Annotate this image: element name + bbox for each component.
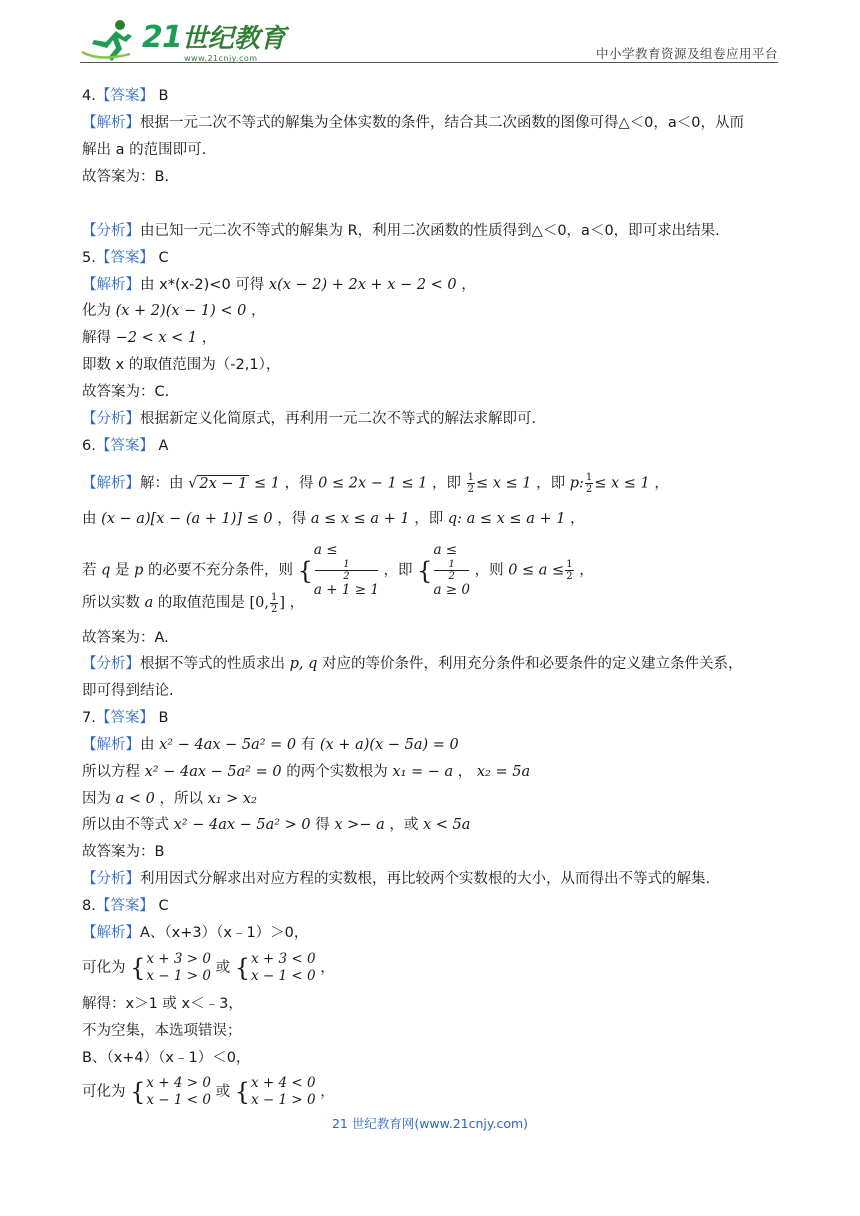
math-expr: 0 ≤ 2x − 1 ≤ 1	[318, 475, 428, 492]
comment-tag: 【分析】	[82, 871, 140, 887]
math-expr: ≤ 1	[249, 475, 280, 492]
analysis-tag: 【解析】	[82, 737, 140, 753]
text: 解得	[82, 330, 111, 346]
runner-logo-icon	[80, 18, 140, 64]
q8-line-6	[82, 1074, 335, 1110]
text: ，	[654, 475, 669, 492]
logo-number: 21	[142, 20, 182, 55]
math-expr: ≤ x ≤ 1	[594, 475, 650, 492]
text: 或	[215, 1084, 231, 1100]
answer-tag: 【答案】	[95, 438, 154, 454]
text: ，	[320, 1084, 335, 1100]
text: ，得	[284, 475, 314, 492]
q5-line-4: 即数 x 的取值范围为（-2,1），	[82, 357, 281, 373]
frac-num: 1	[566, 559, 573, 570]
q8-line-3: 解得：x＞1 或 x＜﹣3，	[82, 996, 243, 1012]
question-number: 7.	[82, 710, 96, 726]
q8-line-5: B、（x+4）（x﹣1）＜0，	[82, 1050, 251, 1066]
text: ，则	[474, 562, 504, 579]
analysis-text: 根据一元二次不等式的解集为全体实数的条件，结合其二次函数的图像可得△＜0，a＜0，从而	[140, 115, 744, 131]
frac-den: 2	[270, 603, 278, 615]
math-expr: a ≤ x ≤ a + 1	[310, 511, 410, 527]
sqrt-expr: √ 2x − 1	[188, 475, 248, 492]
frac-den: 2	[448, 571, 455, 582]
sys-top: x + 4 < 0	[250, 1075, 316, 1091]
q6-answer-line	[82, 436, 168, 456]
analysis-tag: 【解析】	[82, 925, 140, 941]
frac-den: 2	[585, 484, 593, 495]
q6-line-1	[82, 472, 669, 495]
text: 的必要不充分条件，则	[148, 562, 294, 579]
frac-num: 1	[270, 591, 278, 603]
fraction-half	[315, 559, 378, 582]
comment-text: 对应的等价条件，利用充分条件和必要条件的定义建立条件关系，	[322, 656, 743, 672]
text: ，	[461, 277, 476, 293]
sys-bottom: x − 1 > 0	[146, 968, 211, 984]
sys-top-text: a ≤	[433, 542, 458, 558]
text: ，即	[414, 511, 444, 527]
comment-tag: 【分析】	[82, 411, 140, 427]
q6-line-2	[82, 509, 585, 529]
math-expr: q: a ≤ x ≤ a + 1	[447, 511, 566, 527]
inequality-system	[251, 951, 316, 985]
sys-top: x + 3 > 0	[146, 951, 211, 967]
header-divider	[80, 62, 778, 63]
text: A、（x+3）（x﹣1）＞0，	[140, 925, 309, 941]
sqrt-radicand: 2x − 1	[199, 475, 248, 492]
sys-top	[433, 542, 470, 582]
math-expr: p, q	[289, 656, 318, 672]
left-brace: {	[417, 556, 433, 585]
q5-line-3	[82, 328, 216, 348]
text: 由 x*(x-2)<0 可得	[140, 277, 265, 293]
math-expr: x < 5a	[422, 817, 471, 833]
text: 所以由不等式	[82, 817, 169, 833]
q6-line-4	[82, 590, 304, 616]
math-expr: x >− a	[334, 817, 385, 833]
q7-line-3	[82, 789, 257, 809]
math-expr: x² − 4ax − 5a² = 0	[144, 764, 282, 780]
q4-comment-line	[82, 221, 720, 241]
text: ，所以	[159, 791, 203, 807]
math-expr: x₁ > x₂	[207, 791, 257, 807]
text: 的取值范围是	[157, 595, 245, 611]
q7-answer-line	[82, 708, 168, 728]
sys-bottom: x − 1 > 0	[250, 1092, 316, 1108]
text: 的两个实数根为	[286, 764, 388, 780]
analysis-tag: 【解析】	[82, 115, 140, 131]
math-var: a	[144, 595, 154, 611]
sys-top: x + 4 > 0	[146, 1075, 211, 1091]
answer-tag: 【答案】	[95, 88, 154, 104]
text: 是	[115, 562, 130, 579]
sys-bottom: x − 1 < 0	[250, 968, 316, 984]
comment-text: 根据不等式的性质求出	[140, 656, 285, 672]
q5-comment-line	[82, 409, 536, 429]
answer-tag: 【答案】	[95, 250, 154, 266]
q7-final: 故答案为：B	[82, 844, 165, 860]
frac-den: 2	[566, 571, 573, 582]
math-expr: x₂ = 5a	[476, 764, 531, 780]
answer-value: C	[158, 250, 169, 266]
logo-text	[142, 18, 286, 55]
fraction-half	[467, 472, 475, 495]
text: ，	[250, 303, 266, 319]
left-brace: {	[234, 1078, 250, 1106]
q5-line-2	[82, 301, 265, 321]
text: ，	[320, 960, 335, 976]
q8-answer-line	[82, 896, 169, 916]
left-brace: {	[297, 556, 313, 585]
sys-bottom: x − 1 < 0	[146, 1092, 211, 1108]
text: 解：由	[140, 475, 184, 492]
sys-bottom: a ≥ 0	[433, 582, 470, 598]
q7-line-4	[82, 815, 470, 835]
q4-analysis-line-2: 解出 a 的范围即可.	[82, 142, 207, 158]
sys-top: x + 3 < 0	[250, 951, 316, 967]
math-expr: ≤ x ≤ 1	[475, 475, 532, 492]
text: ，得	[277, 511, 307, 527]
footer-link[interactable]: 21 世纪教育网(www.21cnjy.com)	[331, 1116, 529, 1131]
frac-den: 2	[467, 484, 474, 495]
math-expr: x(x − 2) + 2x + x − 2 < 0	[268, 277, 457, 293]
q5-line-1	[82, 275, 476, 295]
text: ，	[579, 562, 594, 579]
sys-bottom: a + 1 ≥ 1	[313, 582, 379, 598]
analysis-tag: 【解析】	[82, 475, 140, 492]
text: 由	[82, 511, 97, 527]
comment-tag: 【分析】	[82, 223, 140, 239]
analysis-tag: 【解析】	[82, 277, 140, 293]
frac-num: 1	[434, 559, 469, 571]
text: 可化为	[82, 1084, 126, 1100]
comment-text: 根据新定义化简原式，再利用一元二次不等式的解法求解即可.	[140, 411, 537, 427]
math-expr: a < 0	[115, 791, 155, 807]
text: 可化为	[82, 960, 126, 976]
math-expr: (x + a)(x − 5a) = 0	[319, 737, 459, 753]
question-number: 4.	[82, 88, 96, 104]
fraction-half	[565, 559, 573, 582]
page-footer	[0, 1114, 860, 1132]
text: 所以方程	[82, 764, 140, 780]
answer-value: C	[158, 898, 169, 914]
q7-line-2	[82, 762, 530, 782]
q4-answer-line	[82, 86, 168, 106]
fraction-half	[270, 592, 278, 615]
q8-line-1	[82, 923, 308, 943]
q7-line-1	[82, 735, 459, 755]
q8-line-2	[82, 950, 335, 986]
inequality-system	[146, 1075, 211, 1109]
math-expr: x₁ = − a	[392, 764, 454, 780]
inequality-system	[251, 1075, 316, 1109]
answer-value: B	[158, 710, 169, 726]
text: 因为	[82, 791, 111, 807]
q5-answer-line	[82, 248, 169, 268]
text: 化为	[82, 303, 111, 319]
text: 所以实数	[82, 595, 140, 611]
math-expr: (x − a)[x − (a + 1)] ≤ 0	[101, 511, 273, 527]
q6-comment-line-2: 即可得到结论.	[82, 683, 174, 699]
question-number: 6.	[82, 438, 96, 454]
text: ，即	[536, 475, 566, 492]
text: ，	[457, 764, 473, 780]
q8-line-4: 不为空集，本选项错误；	[82, 1023, 242, 1039]
text: ，	[570, 511, 585, 527]
frac-num: 1	[315, 559, 378, 571]
text: ，或	[389, 817, 419, 833]
q5-final: 故答案为：C.	[82, 384, 170, 400]
fraction-half	[585, 472, 593, 495]
q7-comment-line	[82, 869, 710, 889]
platform-title: 中小学教育资源及组卷应用平台	[595, 46, 778, 61]
text: ，	[201, 330, 217, 346]
answer-value: A	[158, 438, 169, 454]
text: ，即	[431, 475, 461, 492]
math-expr: (x + 2)(x − 1) < 0	[115, 303, 247, 319]
question-number: 8.	[82, 898, 96, 914]
text: 或	[215, 960, 231, 976]
comment-tag: 【分析】	[82, 656, 140, 672]
text: ，	[289, 595, 305, 611]
q4-analysis-line-1	[82, 113, 744, 133]
math-expr: p:	[569, 475, 584, 492]
text: 有	[300, 737, 316, 753]
comment-text: 由已知一元二次不等式的解集为 R，利用二次函数的性质得到△＜0，a＜0，即可求出结果.	[140, 223, 720, 239]
inequality-system	[433, 542, 470, 599]
math-expr: 0 ≤ a ≤	[508, 562, 565, 579]
comment-text: 利用因式分解求出对应方程的实数根，再比较两个实数根的大小，从而得出不等式的解集.	[140, 871, 711, 887]
answer-value: B	[158, 88, 169, 104]
q6-final: 故答案为：A.	[82, 630, 169, 646]
q4-final: 故答案为：B.	[82, 169, 170, 185]
inequality-system	[314, 542, 379, 599]
text: 得	[315, 817, 330, 833]
answer-tag: 【答案】	[95, 898, 154, 914]
math-expr: −2 < x < 1	[115, 330, 198, 346]
frac-num: 1	[467, 472, 474, 483]
math-expr: x² − 4ax − 5a² = 0	[159, 737, 297, 753]
q6-comment-line-1	[82, 654, 743, 674]
left-brace: {	[130, 1078, 146, 1106]
answer-tag: 【答案】	[95, 710, 154, 726]
logo-url: www.21cnjy.com	[184, 54, 258, 63]
math-expr: x² − 4ax − 5a² > 0	[173, 817, 311, 833]
site-logo[interactable]	[80, 18, 340, 66]
fraction-half	[434, 559, 469, 582]
logo-cn: 世纪教育	[181, 24, 286, 54]
sys-top	[314, 542, 379, 582]
sys-top-text: a ≤	[313, 542, 338, 558]
math-var: p	[134, 562, 144, 579]
math-var: q	[101, 562, 111, 579]
math-expr: [0,	[249, 595, 269, 611]
frac-num: 1	[585, 472, 593, 483]
math-expr: ]	[279, 595, 286, 611]
left-brace: {	[130, 954, 146, 982]
page-header	[80, 12, 778, 64]
text: 若	[82, 562, 97, 579]
frac-den: 2	[343, 571, 350, 582]
text: ，即	[383, 562, 413, 579]
left-brace: {	[234, 954, 250, 982]
question-number: 5.	[82, 250, 96, 266]
text: 由	[140, 737, 155, 753]
inequality-system	[146, 951, 211, 985]
